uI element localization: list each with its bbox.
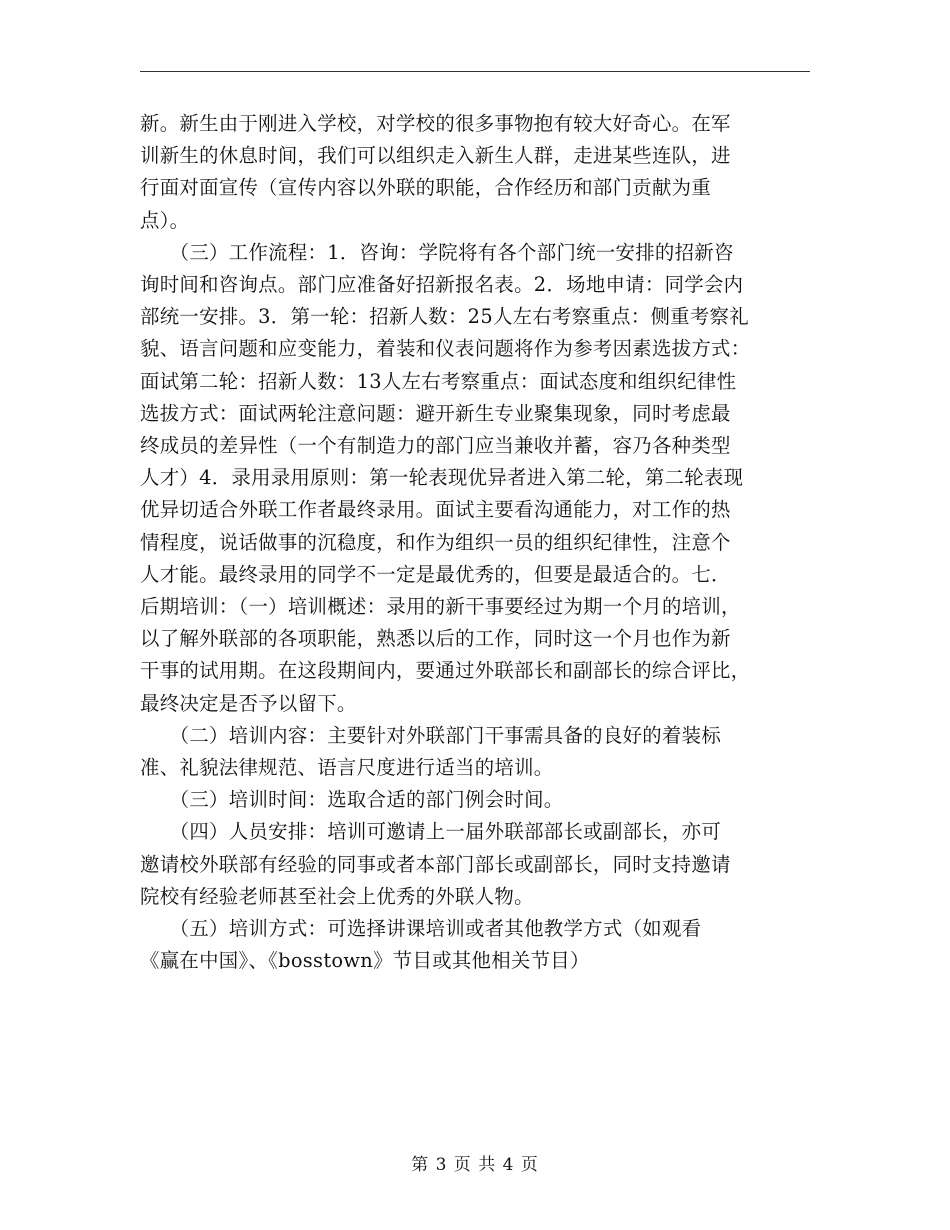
text-line: 人才）4．录用录用原则：第一轮表现优异者进入第二轮，第二轮表现 [140,466,744,490]
text-line: 人才能。最终录用的同学不一定是最优秀的，但要是最适合的。七． [140,562,731,586]
text-line: （四）人员安排：培训可邀请上一届外联部部长或副部长，亦可 [140,820,722,844]
text-line: 院校有经验老师甚至社会上优秀的外联人物。 [140,884,534,908]
text-line: 询时间和咨询点。部门应准备好招新报名表。2．场地申请：同学会内 [140,273,744,297]
text-line: 貌、语言问题和应变能力，着装和仪表问题将作为参考因素选拔方式： [140,337,751,361]
text-line: 后期培训：（一）培训概述：录用的新干事要经过为期一个月的培训， [140,595,741,619]
text-line: （二）培训内容：主要针对外联部门干事需具备的良好的着装标 [140,723,722,747]
header-rule [140,71,810,72]
page-number-footer: 第 3 页 共 4 页 [411,1155,539,1175]
text-line: 行面对面宣传（宣传内容以外联的职能，合作经历和部门贡献为重 [140,176,712,200]
text-line: 选拔方式：面试两轮注意问题：避开新生专业聚集现象，同时考虑最 [140,401,731,425]
text-line: （三）工作流程：1．咨询：学院将有各个部门统一安排的招新咨 [140,240,734,264]
text-line: 邀请校外联部有经验的同事或者本部门部长或副部长，同时支持邀请 [140,852,731,876]
text-line: 部统一安排。3．第一轮：招新人数：25人左右考察重点：侧重考察礼 [140,305,749,329]
document-body [140,108,812,977]
text-line: 新。新生由于刚进入学校，对学校的很多事物抱有较大好奇心。在军 [140,112,731,135]
text-line: （五）培训方式：可选择讲课培训或者其他教学方式（如观看 [140,917,702,941]
text-line: 最终决定是否予以留下。 [140,691,357,715]
text-line: 准、礼貌法律规范、语言尺度进行适当的培训。 [140,756,554,780]
text-line: 优异切适合外联工作者最终录用。面试主要看沟通能力，对工作的热 [140,498,731,522]
text-line: （三）培训时间：选取合适的部门例会时间。 [140,788,564,812]
text-line: 《赢在中国》、《bosstown》节目或其他相关节目） [140,949,590,973]
text-line: 训新生的休息时间，我们可以组织走入新生人群，走进某些连队，进 [140,144,731,168]
text-line: 点）。 [140,208,190,232]
text-line: 干事的试用期。在这段期间内，要通过外联部长和副部长的综合评比， [140,659,751,683]
text-line: 面试第二轮：招新人数：13人左右考察重点：面试态度和组织纪律性 [140,369,737,393]
text-line: 情程度，说话做事的沉稳度，和作为组织一员的组织纪律性，注意个 [140,530,731,554]
text-line: 以了解外联部的各项职能，熟悉以后的工作，同时这一个月也作为新 [140,627,731,651]
text-line: 终成员的差异性（一个有制造力的部门应当兼收并蓄，容乃各种类型 [140,434,731,458]
